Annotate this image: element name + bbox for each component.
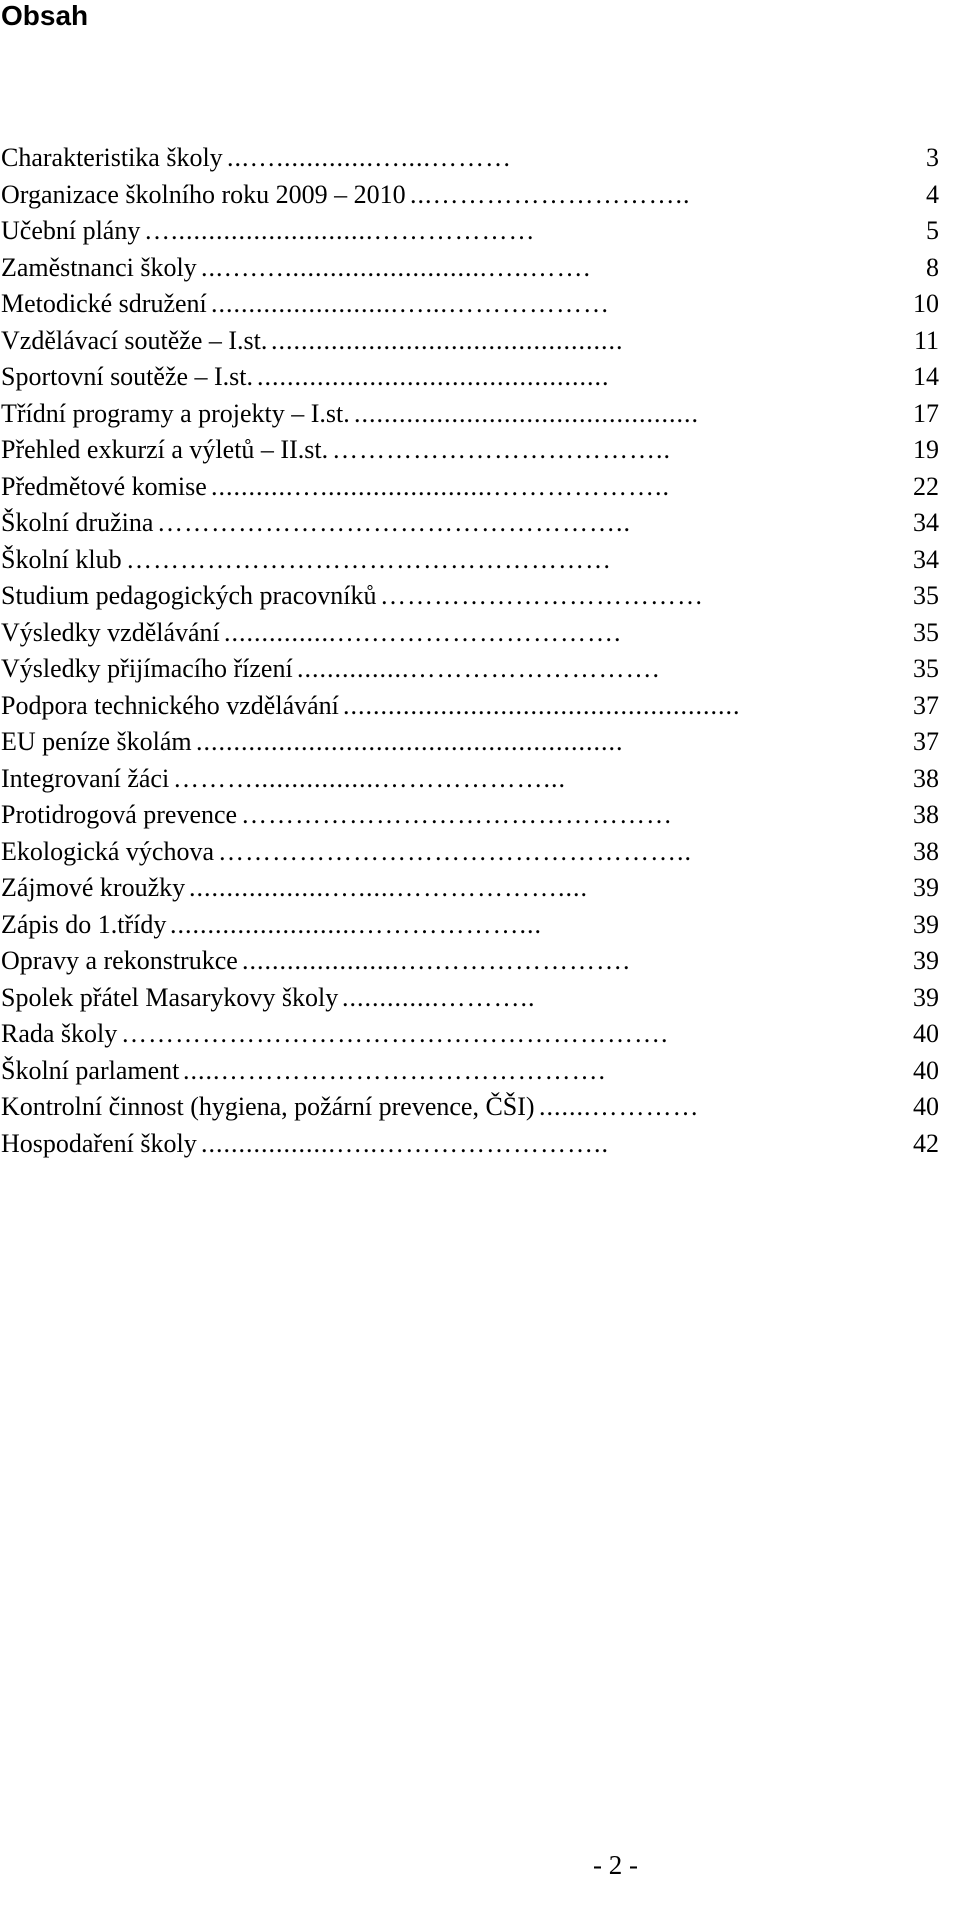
toc-entry	[1, 250, 960, 287]
toc-entry-leader: …………………………………………………….	[121, 1019, 669, 1048]
toc-entry-title: Předmětové komise	[1, 469, 207, 506]
toc-entry-leader: .....................................................	[343, 690, 741, 720]
toc-entry-page: 38	[913, 800, 939, 829]
toc-entry-title: Školní parlament	[1, 1053, 179, 1090]
toc-entry-title: Kontrolní činnost (hygiena, požární prevence, ČŠI)	[1, 1089, 535, 1126]
toc-entry-title: Spolek přátel Masarykovy školy	[1, 980, 338, 1017]
toc-entry-leader: .........................………………...	[170, 909, 542, 939]
toc-entry	[1, 1016, 960, 1053]
toc-entry-title: Charakteristika školy	[1, 140, 223, 177]
toc-entry	[1, 1053, 960, 1090]
toc-entry-leader: ..............................................	[354, 398, 699, 428]
toc-entry-title: Zaměstnanci školy	[1, 250, 197, 287]
table-of-contents	[1, 140, 960, 1162]
toc-entry-page: 40	[913, 1019, 939, 1048]
toc-entry-title: Metodické sdružení	[1, 286, 207, 323]
toc-entry-leader: ...........….......................………………..	[211, 471, 670, 501]
toc-entry-page: 34	[913, 508, 939, 537]
toc-entry-title: Studium pedagogických pracovníků	[1, 578, 376, 615]
toc-entry	[1, 797, 960, 834]
toc-entry-page: 38	[913, 836, 939, 866]
toc-entry-page: 39	[913, 982, 939, 1012]
toc-entry-leader: …...........................………………	[144, 216, 536, 245]
toc-entry	[1, 213, 960, 250]
toc-entry-leader: .........................................................	[196, 727, 624, 756]
toc-entry	[1, 432, 960, 469]
toc-entry-leader: ...….............…....………	[227, 143, 512, 172]
toc-entry-page: 19	[913, 435, 939, 464]
toc-entry	[1, 907, 960, 944]
toc-entry-page: 11	[913, 325, 939, 355]
toc-entry	[1, 177, 960, 214]
toc-entry-leader: ……………………………………………..	[218, 836, 692, 866]
toc-entry-title: Zájmové kroužky	[1, 870, 185, 907]
toc-entry	[1, 140, 960, 177]
toc-entry-page: 37	[913, 690, 939, 720]
toc-entry-leader: ………………………………	[380, 581, 704, 610]
toc-entry-leader: ………………………………………………	[126, 544, 612, 574]
toc-entry-title: Hospodaření školy	[1, 1126, 197, 1163]
toc-entry-page: 39	[913, 873, 939, 902]
toc-entry-page: 17	[913, 398, 939, 428]
toc-entry-leader: …………………………………………	[241, 800, 673, 829]
toc-entry-page: 3	[926, 143, 939, 172]
toc-entry-title: Školní družina	[1, 505, 153, 542]
toc-entry-title: Integrovaní žáci	[1, 761, 169, 798]
toc-entry-title: EU peníze školám	[1, 724, 192, 761]
toc-entry-title: Přehled exkurzí a výletů – II.st.	[1, 432, 328, 469]
toc-entry	[1, 724, 960, 761]
toc-entry-title: Zápis do 1.třídy	[1, 907, 166, 944]
toc-entry-title: Výsledky vzdělávání	[1, 615, 220, 652]
toc-entry-page: 39	[913, 946, 939, 975]
toc-entry-page: 8	[926, 252, 939, 282]
toc-entry-leader: ………………………………..	[332, 435, 671, 464]
document-heading: Obsah	[1, 0, 89, 31]
toc-entry-page: 37	[913, 727, 939, 756]
toc-entry	[1, 980, 960, 1017]
toc-entry	[1, 469, 960, 506]
toc-entry-title: Rada školy	[1, 1016, 117, 1053]
toc-entry-leader: ...............................................	[271, 325, 624, 355]
toc-entry-leader: ……………………………………………..	[157, 508, 631, 537]
toc-entry-page: 40	[913, 1092, 939, 1121]
toc-entry	[1, 870, 960, 907]
toc-entry	[1, 834, 960, 871]
toc-entry-leader: .......…………	[539, 1092, 700, 1121]
toc-entry-leader: ..................…..……………………..	[201, 1128, 609, 1158]
toc-entry	[1, 505, 960, 542]
toc-entry	[1, 542, 960, 579]
toc-entry	[1, 761, 960, 798]
toc-entry-leader: ...….…...........................…..…….	[201, 252, 591, 282]
toc-entry-leader: ……….................………………...	[173, 763, 566, 793]
toc-entry-page: 10	[913, 289, 939, 318]
toc-entry	[1, 651, 960, 688]
toc-entry-title: Protidrogová prevence	[1, 797, 237, 834]
toc-entry	[1, 286, 960, 323]
toc-entry	[1, 943, 960, 980]
toc-entry-page: 35	[913, 654, 939, 683]
toc-entry-page: 40	[913, 1055, 939, 1085]
toc-entry-title: Ekologická výchova	[1, 834, 214, 871]
toc-entry-title: Organizace školního roku 2009 – 2010	[1, 177, 406, 214]
toc-entry-title: Učební plány	[1, 213, 140, 250]
toc-entry-leader: ...............….……………………….	[224, 617, 622, 647]
toc-entry-title: Školní klub	[1, 542, 122, 579]
toc-entry-page: 38	[913, 763, 939, 793]
toc-entry	[1, 1126, 960, 1163]
toc-entry-page: 5	[926, 216, 939, 245]
toc-entry-page: 4	[926, 179, 939, 209]
toc-entry-page: 35	[913, 581, 939, 610]
toc-entry-leader: ...………………………..	[410, 179, 691, 209]
toc-entry-page: 22	[913, 471, 939, 501]
page-number: - 2 -	[593, 1850, 638, 1880]
toc-entry-leader: .........................…...………………	[211, 289, 610, 318]
toc-entry-leader: .............………..	[342, 982, 536, 1012]
toc-entry	[1, 578, 960, 615]
toc-entry	[1, 323, 960, 360]
toc-entry-title: Vzdělávací soutěže – I.st.	[1, 323, 267, 360]
toc-entry	[1, 688, 960, 725]
toc-entry-leader: ...............……………………….	[297, 654, 660, 683]
toc-entry	[1, 615, 960, 652]
toc-entry-title: Podpora technického vzdělávání	[1, 688, 339, 725]
toc-entry-page: 42	[913, 1128, 939, 1158]
toc-entry-leader: .....................….………………….	[242, 946, 631, 975]
toc-entry	[1, 396, 960, 433]
toc-entry-leader: ...............................................	[257, 362, 610, 391]
toc-entry-leader: .....…………………………………….	[183, 1055, 606, 1085]
toc-entry	[1, 359, 960, 396]
toc-entry-page: 39	[913, 909, 939, 939]
toc-entry-title: Opravy a rekonstrukce	[1, 943, 238, 980]
toc-entry-page: 34	[913, 544, 939, 574]
toc-entry-page: 35	[913, 617, 939, 647]
toc-entry-page: 14	[913, 362, 939, 391]
toc-entry-title: Sportovní soutěže – I.st.	[1, 359, 253, 396]
toc-entry	[1, 1089, 960, 1126]
toc-entry-title: Třídní programy a projekty – I.st.	[1, 396, 350, 433]
toc-entry-title: Výsledky přijímacího řízení	[1, 651, 293, 688]
toc-entry-leader: ...................….....………………....	[189, 873, 588, 902]
